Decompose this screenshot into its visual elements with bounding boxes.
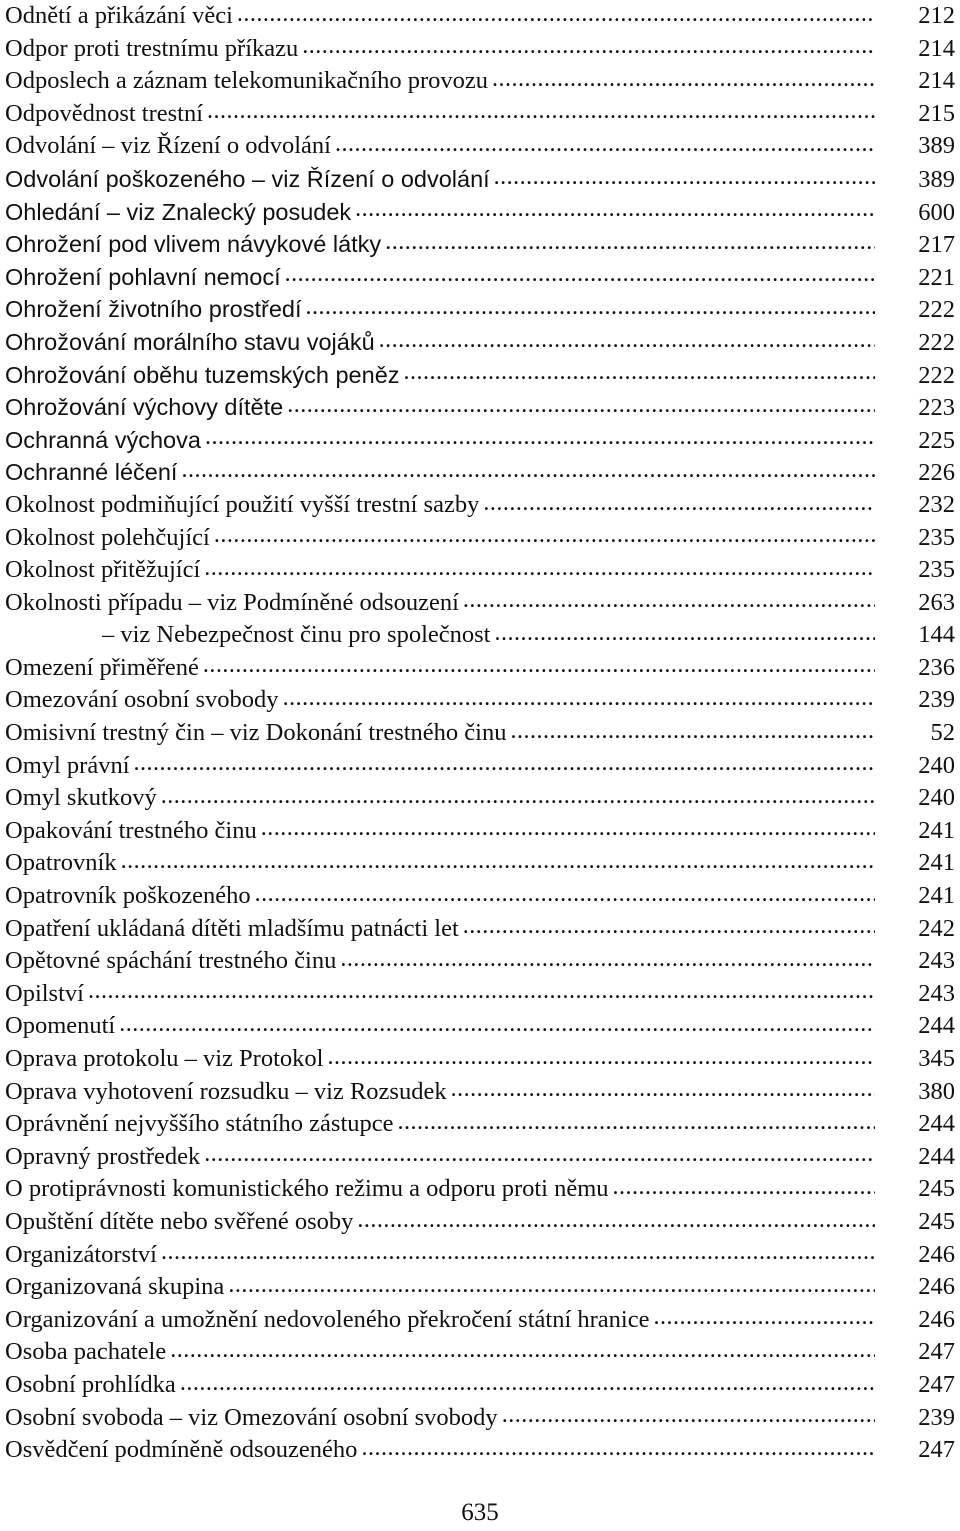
dot-leader bbox=[119, 1010, 875, 1043]
dot-leader bbox=[180, 1369, 875, 1402]
dot-leader bbox=[398, 1108, 875, 1141]
index-entry bbox=[5, 1010, 955, 1043]
entry-label: Osoba pachatele bbox=[5, 1338, 167, 1366]
dot-leader bbox=[483, 489, 875, 522]
index-entry bbox=[5, 489, 955, 522]
index-entry bbox=[5, 98, 955, 131]
entry-label: Ohrožení pod vlivem návykové látky bbox=[5, 231, 382, 258]
index-entry bbox=[5, 33, 955, 66]
entry-label: – viz Nebezpečnost činu pro společnost bbox=[102, 621, 491, 649]
index-entry bbox=[5, 1434, 955, 1467]
entry-page: 247 bbox=[918, 1338, 955, 1366]
dot-leader bbox=[653, 1304, 875, 1337]
index-entry bbox=[5, 945, 955, 978]
entry-page: 232 bbox=[918, 490, 955, 518]
dot-leader bbox=[463, 587, 875, 620]
index-entry bbox=[5, 1141, 955, 1174]
entry-page: 245 bbox=[918, 1207, 955, 1235]
entry-label: Ohrožení pohlavní nemocí bbox=[5, 263, 281, 290]
entry-page: 241 bbox=[918, 882, 955, 910]
entry-label: Omyl skutkový bbox=[5, 784, 157, 812]
entry-label: Opravný prostředek bbox=[5, 1142, 201, 1170]
entry-page: 380 bbox=[918, 1077, 955, 1105]
index-entry bbox=[5, 196, 955, 229]
entry-label: Osobní prohlídka bbox=[5, 1370, 176, 1398]
dot-leader bbox=[207, 98, 875, 131]
dot-leader bbox=[451, 1076, 875, 1109]
entry-page: 244 bbox=[918, 1012, 955, 1040]
dot-leader bbox=[88, 978, 875, 1011]
entry-page: 244 bbox=[918, 1110, 955, 1138]
entry-label: Okolnost přitěžující bbox=[5, 556, 201, 584]
dot-leader bbox=[335, 130, 875, 163]
index-entry bbox=[5, 456, 955, 489]
entry-page: 246 bbox=[918, 1273, 955, 1301]
dot-leader bbox=[302, 33, 875, 66]
entry-page: 244 bbox=[918, 1142, 955, 1170]
index-list bbox=[5, 0, 955, 1467]
index-entry bbox=[5, 1043, 955, 1076]
dot-leader bbox=[340, 945, 875, 978]
dot-leader bbox=[121, 847, 875, 880]
index-entry bbox=[5, 847, 955, 880]
dot-leader bbox=[237, 0, 875, 33]
entry-page: 245 bbox=[918, 1175, 955, 1203]
dot-leader bbox=[463, 913, 875, 946]
entry-page: 223 bbox=[918, 394, 955, 422]
index-entry bbox=[5, 750, 955, 783]
entry-label: Odposlech a záznam telekomunikačního provozu bbox=[5, 67, 489, 95]
dot-leader bbox=[361, 1434, 875, 1467]
entry-label: Ochranné léčení bbox=[5, 459, 178, 486]
entry-label: Omezení přiměřené bbox=[5, 653, 199, 681]
entry-page: 240 bbox=[918, 784, 955, 812]
entry-label: Osobní svoboda – viz Omezování osobní svobody bbox=[5, 1403, 498, 1431]
entry-page: 241 bbox=[918, 816, 955, 844]
entry-label: Omyl právní bbox=[5, 751, 130, 779]
entry-page: 389 bbox=[918, 165, 955, 193]
entry-page: 217 bbox=[918, 231, 955, 259]
entry-page: 225 bbox=[918, 426, 955, 454]
dot-leader bbox=[170, 1336, 875, 1369]
index-entry bbox=[5, 1173, 955, 1206]
index-entry bbox=[5, 717, 955, 750]
index-entry bbox=[5, 1271, 955, 1304]
entry-label: Organizování a umožnění nedovoleného překročení státní hranice bbox=[5, 1305, 650, 1333]
entry-label: Osvědčení podmíněně odsouzeného bbox=[5, 1436, 358, 1464]
index-entry bbox=[5, 978, 955, 1011]
index-entry bbox=[5, 815, 955, 848]
page-number: 635 bbox=[461, 1499, 499, 1526]
entry-label: Ohrožování oběhu tuzemských peněz bbox=[5, 361, 400, 388]
index-subentry bbox=[5, 619, 955, 652]
dot-leader bbox=[161, 1239, 875, 1272]
entry-label: Opuštění dítěte nebo svěřené osoby bbox=[5, 1207, 354, 1235]
dot-leader bbox=[181, 456, 875, 489]
entry-label: Omisivní trestný čin – viz Dokonání trestného činu bbox=[5, 719, 507, 747]
dot-leader bbox=[287, 391, 875, 424]
index-entry bbox=[5, 1239, 955, 1272]
entry-page: 52 bbox=[930, 719, 955, 747]
index-entry bbox=[5, 587, 955, 620]
entry-page: 600 bbox=[918, 198, 955, 226]
entry-label: Opětovné spáchání trestného činu bbox=[5, 947, 337, 975]
index-entry bbox=[5, 1304, 955, 1337]
index-entry bbox=[5, 913, 955, 946]
entry-label: Opakování trestného činu bbox=[5, 816, 257, 844]
entry-page: 221 bbox=[918, 263, 955, 291]
entry-page: 212 bbox=[918, 2, 955, 29]
index-entry bbox=[5, 880, 955, 913]
dot-leader bbox=[385, 228, 875, 261]
dot-leader bbox=[404, 359, 875, 392]
entry-page: 222 bbox=[918, 361, 955, 389]
index-entry bbox=[5, 1108, 955, 1141]
dot-leader bbox=[502, 1402, 875, 1435]
entry-page: 241 bbox=[918, 849, 955, 877]
index-entry bbox=[5, 261, 955, 294]
index-entry bbox=[5, 1369, 955, 1402]
entry-label: Oprávnění nejvyššího státního zástupce bbox=[5, 1110, 394, 1138]
dot-leader bbox=[306, 293, 875, 326]
entry-label: Okolnost podmiňující použití vyšší trestní sazby bbox=[5, 490, 480, 518]
entry-page: 222 bbox=[918, 296, 955, 324]
dot-leader bbox=[379, 326, 875, 359]
entry-label: Opatření ukládaná dítěti mladšímu patnácti let bbox=[5, 914, 459, 942]
index-entry bbox=[5, 554, 955, 587]
entry-page: 246 bbox=[918, 1305, 955, 1333]
dot-leader bbox=[214, 522, 875, 555]
index-entry bbox=[5, 228, 955, 261]
dot-leader bbox=[204, 554, 875, 587]
index-entry bbox=[5, 652, 955, 685]
dot-leader bbox=[613, 1173, 875, 1206]
entry-label: Okolnosti případu – viz Podmíněné odsouzení bbox=[5, 588, 459, 616]
entry-label: Opilství bbox=[5, 979, 84, 1007]
entry-page: 144 bbox=[918, 621, 955, 649]
entry-page: 226 bbox=[918, 459, 955, 487]
dot-leader bbox=[492, 65, 875, 98]
index-entry bbox=[5, 391, 955, 424]
entry-label: Opatrovník bbox=[5, 849, 117, 877]
dot-leader bbox=[134, 750, 875, 783]
entry-label: Odpovědnost trestní bbox=[5, 99, 204, 127]
entry-page: 214 bbox=[918, 34, 955, 62]
index-entry bbox=[5, 326, 955, 359]
dot-leader bbox=[228, 1271, 875, 1304]
entry-page: 239 bbox=[918, 1403, 955, 1431]
dot-leader bbox=[203, 652, 875, 685]
index-entry bbox=[5, 65, 955, 98]
index-entry bbox=[5, 293, 955, 326]
index-entry bbox=[5, 424, 955, 457]
dot-leader bbox=[205, 424, 875, 457]
entry-label: Ohrožování výchovy dítěte bbox=[5, 394, 284, 421]
entry-label: Organizovaná skupina bbox=[5, 1273, 225, 1301]
entry-label: Odvolání – viz Řízení o odvolání bbox=[5, 132, 331, 160]
entry-page: 235 bbox=[918, 523, 955, 551]
entry-label: Opomenutí bbox=[5, 1012, 116, 1040]
dot-leader bbox=[283, 684, 875, 717]
entry-page: 247 bbox=[918, 1436, 955, 1464]
index-entry bbox=[5, 1076, 955, 1109]
entry-label: Ohrožování morálního stavu vojáků bbox=[5, 328, 375, 355]
index-entry bbox=[5, 1402, 955, 1435]
dot-leader bbox=[204, 1141, 875, 1174]
entry-page: 243 bbox=[918, 979, 955, 1007]
index-entry bbox=[5, 359, 955, 392]
entry-label: Odpor proti trestnímu příkazu bbox=[5, 34, 299, 62]
entry-label: Omezování osobní svobody bbox=[5, 686, 279, 714]
index-entry bbox=[5, 522, 955, 555]
entry-page: 236 bbox=[918, 653, 955, 681]
dot-leader bbox=[327, 1043, 875, 1076]
dot-leader bbox=[255, 880, 875, 913]
entry-page: 215 bbox=[918, 99, 955, 127]
index-entry bbox=[5, 0, 955, 33]
dot-leader bbox=[494, 163, 875, 196]
entry-label: Odnětí a přikázání věci bbox=[5, 2, 233, 29]
entry-label: Opatrovník poškozeného bbox=[5, 882, 251, 910]
entry-page: 246 bbox=[918, 1240, 955, 1268]
entry-label: Ochranná výchova bbox=[5, 426, 201, 453]
entry-label: Organizátorství bbox=[5, 1240, 157, 1268]
entry-label: Oprava vyhotovení rozsudku – viz Rozsudek bbox=[5, 1077, 447, 1105]
index-entry bbox=[5, 684, 955, 717]
entry-page: 222 bbox=[918, 328, 955, 356]
entry-page: 235 bbox=[918, 556, 955, 584]
index-entry bbox=[5, 782, 955, 815]
dot-leader bbox=[261, 815, 875, 848]
dot-leader bbox=[510, 717, 875, 750]
dot-leader bbox=[357, 1206, 875, 1239]
entry-label: Okolnost polehčující bbox=[5, 523, 210, 551]
entry-page: 247 bbox=[918, 1370, 955, 1398]
index-entry bbox=[5, 1206, 955, 1239]
dot-leader bbox=[494, 619, 875, 652]
entry-label: Ohrožení životního prostředí bbox=[5, 296, 302, 323]
entry-page: 214 bbox=[918, 67, 955, 95]
entry-label: O protiprávnosti komunistického režimu a odporu proti němu bbox=[5, 1175, 609, 1203]
dot-leader bbox=[285, 261, 875, 294]
entry-label: Ohledání – viz Znalecký posudek bbox=[5, 198, 352, 225]
entry-page: 240 bbox=[918, 751, 955, 779]
entry-page: 263 bbox=[918, 588, 955, 616]
index-entry bbox=[5, 163, 955, 196]
entry-page: 389 bbox=[918, 132, 955, 160]
index-entry bbox=[5, 1336, 955, 1369]
index-entry bbox=[5, 130, 955, 163]
dot-leader bbox=[355, 196, 875, 229]
entry-label: Oprava protokolu – viz Protokol bbox=[5, 1045, 324, 1072]
entry-label: Odvolání poškozeného – viz Řízení o odvolání bbox=[5, 165, 490, 192]
entry-page: 239 bbox=[918, 686, 955, 714]
entry-page: 345 bbox=[918, 1045, 955, 1072]
dot-leader bbox=[161, 782, 875, 815]
entry-page: 243 bbox=[918, 947, 955, 975]
entry-page: 242 bbox=[918, 914, 955, 942]
